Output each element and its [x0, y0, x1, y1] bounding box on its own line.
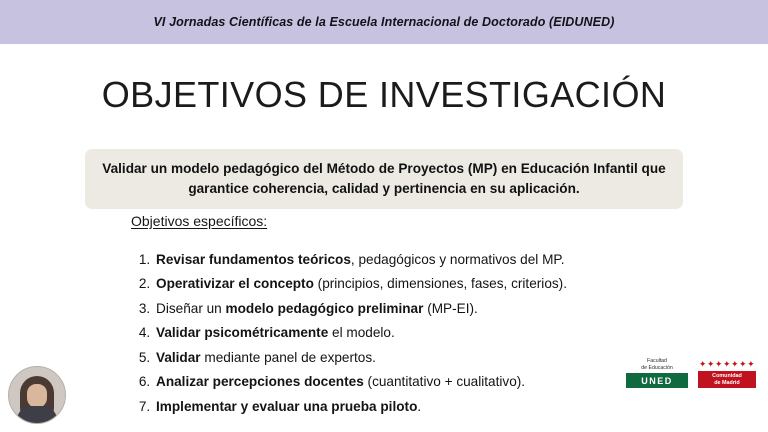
logo-group — [626, 358, 756, 388]
uned-caption-line1: Facultad — [647, 358, 667, 364]
list-item-bold: Validar — [156, 349, 201, 365]
madrid-line2: de Madrid — [714, 379, 740, 386]
list-item-bold: Revisar fundamentos teóricos — [156, 252, 351, 267]
specific-objectives-list — [132, 252, 754, 423]
list-item-bold: modelo pedagógico preliminar — [225, 300, 424, 316]
list-item-rest: (cuantitativo + cualitativo). — [363, 374, 526, 390]
madrid-line1: Comunidad — [712, 372, 742, 379]
uned-caption-line2: de Educación — [641, 364, 673, 371]
page-title: OBJETIVOS DE INVESTIGACIÓN — [101, 74, 667, 115]
avatar-body — [17, 406, 57, 424]
madrid-stars-icon: ✦✦✦✦✦✦✦ — [698, 359, 756, 369]
specific-objectives-label: Objetivos específicos: — [131, 213, 268, 229]
list-item — [154, 252, 754, 269]
list-item-rest: el modelo. — [328, 325, 395, 341]
list-item-bold: Implementar y evaluar una prueba piloto — [156, 398, 418, 414]
avatar-face — [27, 384, 47, 408]
list-item-rest: . — [417, 398, 422, 414]
list-item-rest: (principios, dimensiones, fases, criterios). — [313, 276, 567, 292]
comunidad-de-madrid-logo — [698, 360, 756, 388]
list-item-rest: (MP-EI). — [423, 300, 478, 316]
conference-banner — [0, 0, 768, 44]
list-item-bold: Analizar percepciones docentes — [156, 374, 364, 390]
list-item-bold: Operativizar el concepto — [156, 276, 314, 292]
list-item-rest: , pedagógicos y normativos del MP. — [350, 252, 565, 267]
list-item-rest: mediante panel de expertos. — [200, 349, 376, 365]
list-item — [154, 276, 754, 293]
list-item-bold: Validar psicométricamente — [156, 325, 329, 341]
list-item — [154, 325, 754, 342]
uned-wordmark: UNED — [626, 373, 688, 388]
uned-faculty-caption — [641, 358, 672, 371]
general-objective-box: Validar un modelo pedagógico del Método de Proyectos (MP) en Educación Infantil que garantice coherencia, calidad y pertinencia en su aplicación. — [85, 149, 683, 209]
avatar — [8, 366, 66, 424]
list-item — [154, 399, 754, 416]
list-item-lead: Diseñar un — [156, 300, 226, 316]
conference-banner-text: VI Jornadas Científicas de la Escuela Internacional de Doctorado (EIDUNED) — [153, 15, 615, 29]
list-item — [154, 301, 754, 318]
uned-logo — [626, 358, 688, 388]
madrid-wordmark — [698, 371, 756, 388]
